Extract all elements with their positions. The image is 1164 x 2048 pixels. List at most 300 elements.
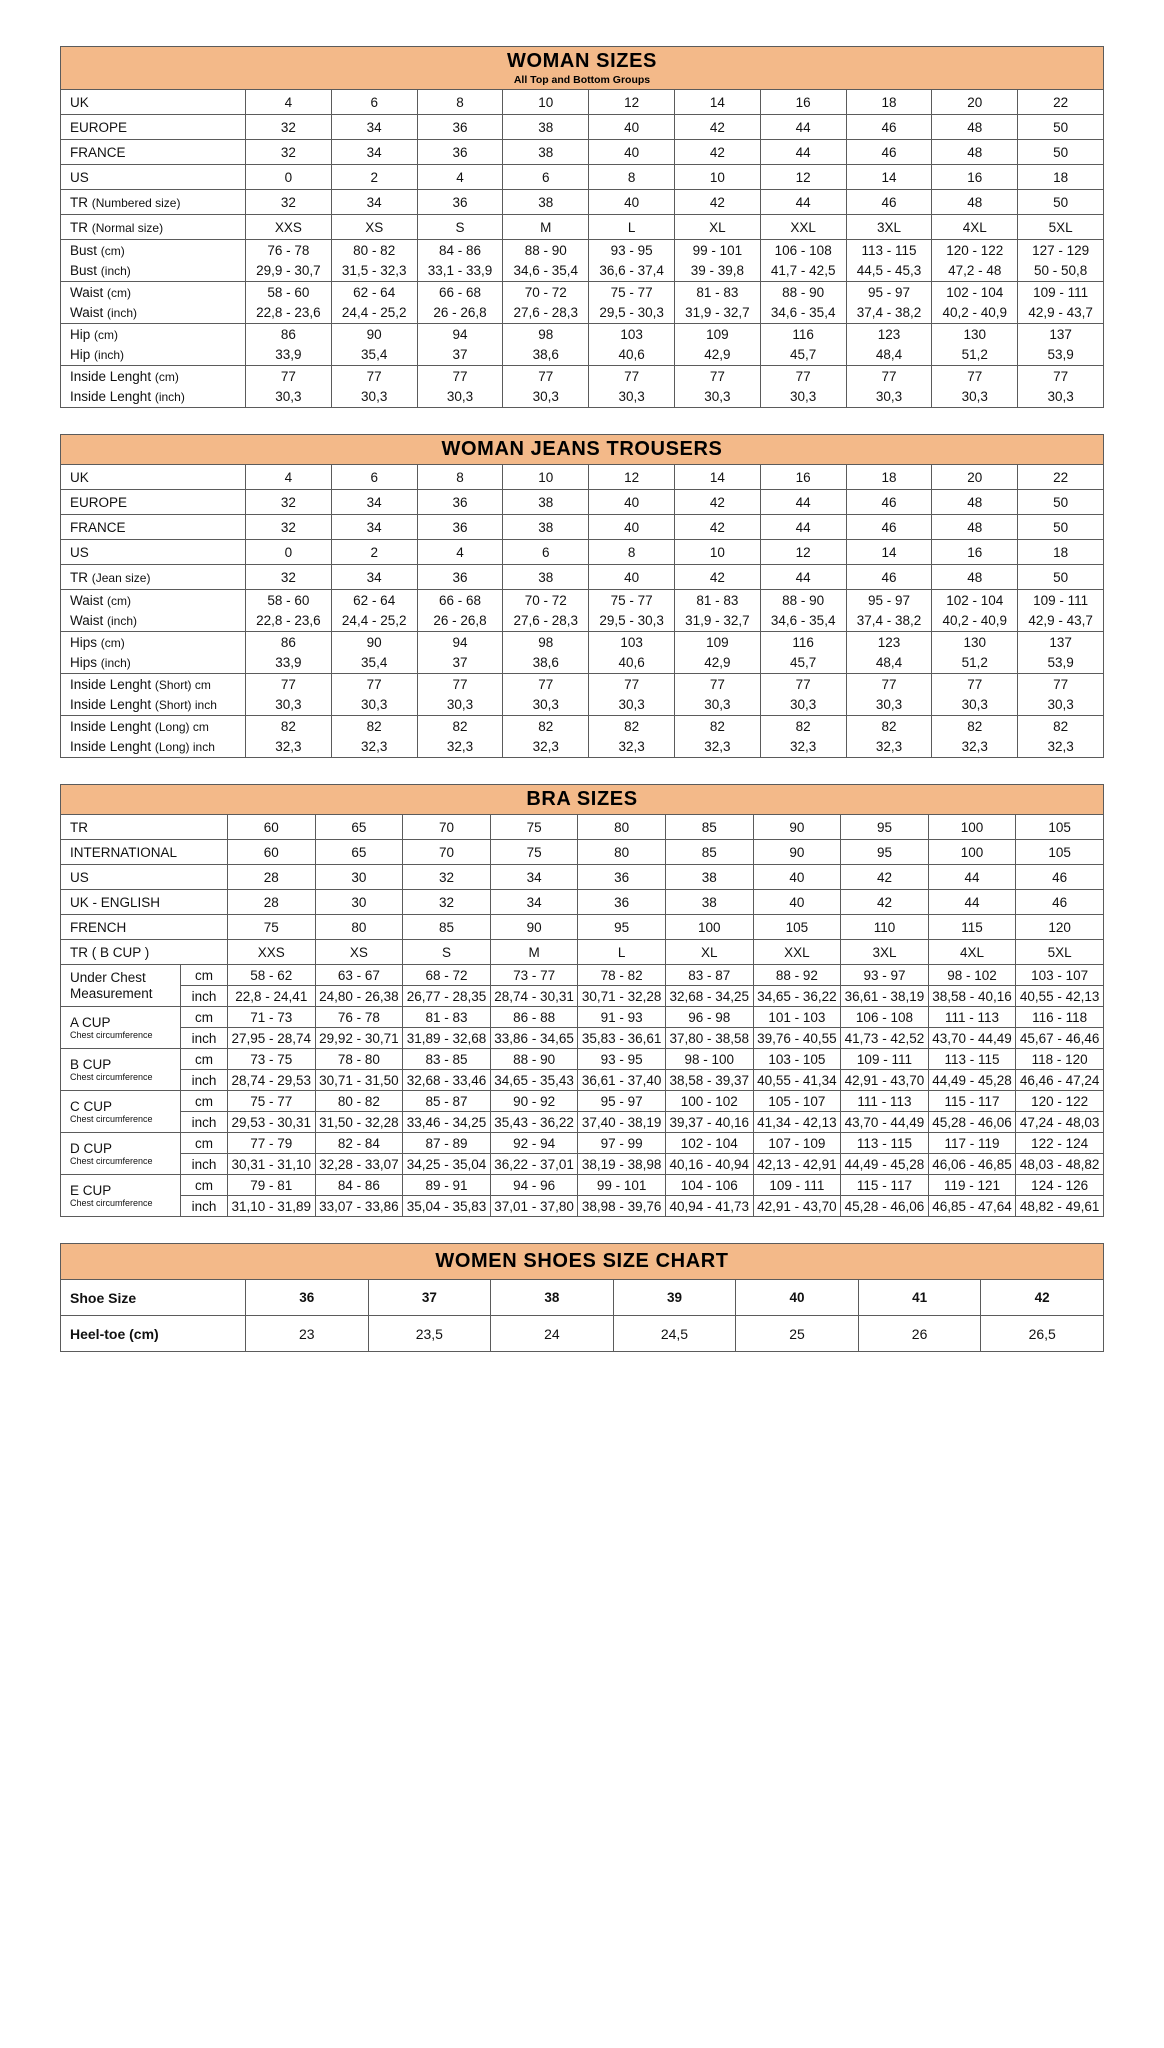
cell: 90 bbox=[753, 815, 841, 840]
cell: 98 - 100 bbox=[665, 1049, 753, 1070]
row-label: Inside Lenght (Long) inch bbox=[61, 737, 246, 758]
cell: 75 bbox=[228, 915, 316, 940]
cell: 38,98 - 39,76 bbox=[578, 1196, 666, 1217]
cell: 42 bbox=[841, 890, 929, 915]
cell: XXL bbox=[753, 940, 841, 965]
cell: 30,3 bbox=[331, 387, 417, 408]
cell: 103 bbox=[589, 324, 675, 345]
cell: 104 - 106 bbox=[665, 1175, 753, 1196]
cell: 28 bbox=[228, 890, 316, 915]
cell: 42 bbox=[981, 1280, 1104, 1316]
cell: 48 bbox=[932, 140, 1018, 165]
table-row bbox=[61, 165, 1104, 190]
cell: 37,01 - 37,80 bbox=[490, 1196, 578, 1217]
cell: 44 bbox=[760, 140, 846, 165]
cell: 77 bbox=[846, 366, 932, 387]
cell: 75 bbox=[490, 815, 578, 840]
cell: 68 - 72 bbox=[403, 965, 491, 986]
table-row bbox=[61, 674, 1104, 695]
cell: 12 bbox=[760, 165, 846, 190]
bra-sizes-title: BRA SIZES bbox=[526, 788, 638, 810]
cell: 42,91 - 43,70 bbox=[841, 1070, 929, 1091]
cell: 137 bbox=[1018, 632, 1104, 653]
cell: 77 bbox=[674, 674, 760, 695]
row-label: FRENCH bbox=[61, 915, 228, 940]
cell: 30,3 bbox=[589, 387, 675, 408]
woman-sizes-title-row bbox=[61, 47, 1104, 90]
table-row bbox=[61, 465, 1104, 490]
cell: 30,71 - 32,28 bbox=[578, 986, 666, 1007]
cell: 63 - 67 bbox=[315, 965, 403, 986]
table-row bbox=[61, 366, 1104, 387]
cell: S bbox=[403, 940, 491, 965]
cell: 137 bbox=[1018, 324, 1104, 345]
cell: 48 bbox=[932, 565, 1018, 590]
row-label: EUROPE bbox=[61, 490, 246, 515]
cell: 98 bbox=[503, 324, 589, 345]
cell: 30,31 - 31,10 bbox=[228, 1154, 316, 1175]
cell: 46 bbox=[846, 115, 932, 140]
cell: 37 bbox=[417, 345, 503, 366]
cell: 44 bbox=[760, 190, 846, 215]
cell: 41,7 - 42,5 bbox=[760, 261, 846, 282]
cell: 38 bbox=[503, 190, 589, 215]
cell: 93 - 95 bbox=[578, 1049, 666, 1070]
table-row bbox=[61, 324, 1104, 345]
cell: 18 bbox=[1018, 165, 1104, 190]
cell: XS bbox=[315, 940, 403, 965]
cell: 77 bbox=[760, 366, 846, 387]
cell: 48,4 bbox=[846, 653, 932, 674]
row-label: Shoe Size bbox=[61, 1280, 246, 1316]
cell: 46,46 - 47,24 bbox=[1016, 1070, 1104, 1091]
cell: XL bbox=[665, 940, 753, 965]
cell: 77 bbox=[1018, 674, 1104, 695]
cell: 32 bbox=[246, 515, 332, 540]
cell: 86 bbox=[246, 632, 332, 653]
cell: 3XL bbox=[846, 215, 932, 240]
cell: 77 bbox=[503, 674, 589, 695]
cell: 45,28 - 46,06 bbox=[928, 1112, 1016, 1133]
table-row bbox=[61, 515, 1104, 540]
cell: 85 - 87 bbox=[403, 1091, 491, 1112]
cell: 97 - 99 bbox=[578, 1133, 666, 1154]
table-row bbox=[61, 490, 1104, 515]
cell: 50 - 50,8 bbox=[1018, 261, 1104, 282]
cell: 70 bbox=[403, 815, 491, 840]
cell: 42,9 - 43,7 bbox=[1018, 303, 1104, 324]
table-row bbox=[61, 90, 1104, 115]
cell: 38 bbox=[503, 140, 589, 165]
cell: 75 bbox=[490, 840, 578, 865]
unit-cell: cm bbox=[181, 1091, 228, 1112]
bra-sizes-title-cell bbox=[61, 785, 1104, 815]
cell: 50 bbox=[1018, 565, 1104, 590]
cell: 94 bbox=[417, 632, 503, 653]
cell: 38,58 - 39,37 bbox=[665, 1070, 753, 1091]
cell: L bbox=[589, 215, 675, 240]
cell: 37,40 - 38,19 bbox=[578, 1112, 666, 1133]
table-row bbox=[61, 565, 1104, 590]
cell: 50 bbox=[1018, 490, 1104, 515]
cell: 26 - 26,8 bbox=[417, 611, 503, 632]
cell: 47,2 - 48 bbox=[932, 261, 1018, 282]
cell: 36 bbox=[417, 515, 503, 540]
cell: 77 bbox=[331, 366, 417, 387]
table-row bbox=[61, 1112, 1104, 1133]
cell: 70 bbox=[403, 840, 491, 865]
cell: 90 bbox=[753, 840, 841, 865]
cell: 120 bbox=[1016, 915, 1104, 940]
cell: 82 bbox=[932, 716, 1018, 737]
cell: 44 bbox=[928, 890, 1016, 915]
cell: 38,6 bbox=[503, 345, 589, 366]
cell: 113 - 115 bbox=[928, 1049, 1016, 1070]
cell: 43,70 - 44,49 bbox=[928, 1028, 1016, 1049]
table-row bbox=[61, 1007, 1104, 1028]
cell: 40 bbox=[589, 565, 675, 590]
cell: 113 - 115 bbox=[846, 240, 932, 261]
cell: 38 bbox=[503, 115, 589, 140]
cell: 6 bbox=[503, 165, 589, 190]
row-label: Inside Lenght (Short) inch bbox=[61, 695, 246, 716]
cell: 65 bbox=[315, 815, 403, 840]
cell: 32,68 - 34,25 bbox=[665, 986, 753, 1007]
unit-cell: cm bbox=[181, 965, 228, 986]
cell: 16 bbox=[932, 540, 1018, 565]
cell: 32,28 - 33,07 bbox=[315, 1154, 403, 1175]
cell: 82 bbox=[846, 716, 932, 737]
cell: 34,6 - 35,4 bbox=[760, 611, 846, 632]
cell: 86 - 88 bbox=[490, 1007, 578, 1028]
cell: 43,70 - 44,49 bbox=[841, 1112, 929, 1133]
cell: 41 bbox=[858, 1280, 981, 1316]
cell: 50 bbox=[1018, 140, 1104, 165]
cell: 42 bbox=[674, 565, 760, 590]
woman-jeans-title-row bbox=[61, 435, 1104, 465]
cell: 18 bbox=[1018, 540, 1104, 565]
cell: 28 bbox=[228, 865, 316, 890]
woman-jeans-title-cell bbox=[61, 435, 1104, 465]
cell: 80 bbox=[315, 915, 403, 940]
cell: 40,55 - 41,34 bbox=[753, 1070, 841, 1091]
table-row bbox=[61, 303, 1104, 324]
woman-jeans-title: WOMAN JEANS TROUSERS bbox=[441, 438, 723, 460]
cell: 109 - 111 bbox=[841, 1049, 929, 1070]
cell: 18 bbox=[846, 465, 932, 490]
cell: 115 - 117 bbox=[841, 1175, 929, 1196]
cell: 109 bbox=[674, 632, 760, 653]
table-row bbox=[61, 716, 1104, 737]
cell: 14 bbox=[846, 165, 932, 190]
cell: 24,5 bbox=[613, 1316, 736, 1352]
cell: 118 - 120 bbox=[1016, 1049, 1104, 1070]
row-label: Heel-toe (cm) bbox=[61, 1316, 246, 1352]
cell: 33,9 bbox=[246, 653, 332, 674]
cell: 40 bbox=[589, 515, 675, 540]
cell: 40,2 - 40,9 bbox=[932, 303, 1018, 324]
table-row bbox=[61, 345, 1104, 366]
unit-cell: cm bbox=[181, 1049, 228, 1070]
cell: 35,4 bbox=[331, 345, 417, 366]
cell: 27,6 - 28,3 bbox=[503, 611, 589, 632]
cell: 84 - 86 bbox=[315, 1175, 403, 1196]
cell: M bbox=[490, 940, 578, 965]
cell: 46 bbox=[846, 190, 932, 215]
cell: 46 bbox=[846, 140, 932, 165]
cell: 30 bbox=[315, 890, 403, 915]
cell: 111 - 113 bbox=[928, 1007, 1016, 1028]
cell: 82 - 84 bbox=[315, 1133, 403, 1154]
cell: 123 bbox=[846, 632, 932, 653]
cell: 113 - 115 bbox=[841, 1133, 929, 1154]
cell: 31,89 - 32,68 bbox=[403, 1028, 491, 1049]
cell: 12 bbox=[589, 465, 675, 490]
table-row bbox=[61, 387, 1104, 408]
cell: 77 bbox=[246, 366, 332, 387]
cell: 103 - 105 bbox=[753, 1049, 841, 1070]
cell: 23,5 bbox=[368, 1316, 491, 1352]
cell: 32,3 bbox=[760, 737, 846, 758]
cell: 8 bbox=[589, 540, 675, 565]
cell: 53,9 bbox=[1018, 345, 1104, 366]
cell: 36,22 - 37,01 bbox=[490, 1154, 578, 1175]
cell: 77 bbox=[417, 366, 503, 387]
cell: 35,43 - 36,22 bbox=[490, 1112, 578, 1133]
cell: 27,95 - 28,74 bbox=[228, 1028, 316, 1049]
cell: 23 bbox=[246, 1316, 369, 1352]
cell: 29,53 - 30,31 bbox=[228, 1112, 316, 1133]
cell: 46 bbox=[846, 490, 932, 515]
cell: 30,3 bbox=[932, 387, 1018, 408]
cell: 123 bbox=[846, 324, 932, 345]
row-label: TR (Jean size) bbox=[61, 565, 246, 590]
cell: 119 - 121 bbox=[928, 1175, 1016, 1196]
row-label: Waist (inch) bbox=[61, 611, 246, 632]
cell: 33,86 - 34,65 bbox=[490, 1028, 578, 1049]
cell: 36 bbox=[578, 890, 666, 915]
cell: 10 bbox=[503, 465, 589, 490]
cell: 95 bbox=[841, 815, 929, 840]
cell: 45,67 - 46,46 bbox=[1016, 1028, 1104, 1049]
cell: 37 bbox=[417, 653, 503, 674]
cell: 40,6 bbox=[589, 345, 675, 366]
cell: 116 bbox=[760, 632, 846, 653]
cell: 110 bbox=[841, 915, 929, 940]
cell: 77 bbox=[932, 366, 1018, 387]
cell: 100 bbox=[665, 915, 753, 940]
row-label: D CUP Chest circumference bbox=[61, 1133, 181, 1175]
cell: 34 bbox=[331, 490, 417, 515]
cell: 66 - 68 bbox=[417, 282, 503, 303]
cell: 33,9 bbox=[246, 345, 332, 366]
cell: 109 - 111 bbox=[1018, 282, 1104, 303]
cell: 38 bbox=[665, 890, 753, 915]
cell: 86 bbox=[246, 324, 332, 345]
cell: 103 - 107 bbox=[1016, 965, 1104, 986]
table-row bbox=[61, 940, 1104, 965]
table-row bbox=[61, 1280, 1104, 1316]
cell: 105 bbox=[753, 915, 841, 940]
cell: 24,80 - 26,38 bbox=[315, 986, 403, 1007]
row-label: Inside Lenght (Short) cm bbox=[61, 674, 246, 695]
cell: 34,25 - 35,04 bbox=[403, 1154, 491, 1175]
cell: 107 - 109 bbox=[753, 1133, 841, 1154]
cell: 32 bbox=[403, 865, 491, 890]
cell: 48 bbox=[932, 515, 1018, 540]
table-row bbox=[61, 965, 1104, 986]
cell: M bbox=[503, 215, 589, 240]
cell: 50 bbox=[1018, 115, 1104, 140]
cell: 48,03 - 48,82 bbox=[1016, 1154, 1104, 1175]
cell: 102 - 104 bbox=[932, 590, 1018, 611]
cell: 42 bbox=[674, 515, 760, 540]
cell: 32,3 bbox=[589, 737, 675, 758]
cell: 41,34 - 42,13 bbox=[753, 1112, 841, 1133]
cell: 46 bbox=[1016, 865, 1104, 890]
cell: 85 bbox=[403, 915, 491, 940]
cell: 10 bbox=[674, 540, 760, 565]
cell: 83 - 85 bbox=[403, 1049, 491, 1070]
table-row bbox=[61, 986, 1104, 1007]
cell: 46 bbox=[1016, 890, 1104, 915]
cell: 32,3 bbox=[1018, 737, 1104, 758]
cell: 14 bbox=[846, 540, 932, 565]
cell: 38 bbox=[503, 565, 589, 590]
cell: 58 - 60 bbox=[246, 282, 332, 303]
cell: 77 bbox=[674, 366, 760, 387]
table-row bbox=[61, 1154, 1104, 1175]
cell: 77 bbox=[1018, 366, 1104, 387]
cell: 77 bbox=[589, 674, 675, 695]
cell: 83 - 87 bbox=[665, 965, 753, 986]
cell: 30,3 bbox=[589, 695, 675, 716]
table-row bbox=[61, 1091, 1104, 1112]
cell: 73 - 77 bbox=[490, 965, 578, 986]
cell: 109 bbox=[674, 324, 760, 345]
cell: 36 bbox=[578, 865, 666, 890]
cell: 95 bbox=[841, 840, 929, 865]
row-label: INTERNATIONAL bbox=[61, 840, 228, 865]
table-row bbox=[61, 190, 1104, 215]
bra-sizes-title-row bbox=[61, 785, 1104, 815]
cell: 95 - 97 bbox=[578, 1091, 666, 1112]
cell: 81 - 83 bbox=[403, 1007, 491, 1028]
cell: 32 bbox=[246, 115, 332, 140]
cell: 117 - 119 bbox=[928, 1133, 1016, 1154]
table-row bbox=[61, 1196, 1104, 1217]
table-row bbox=[61, 632, 1104, 653]
cell: 36 bbox=[417, 115, 503, 140]
cell: 80 - 82 bbox=[315, 1091, 403, 1112]
cell: 82 bbox=[760, 716, 846, 737]
row-label: Hip (inch) bbox=[61, 345, 246, 366]
row-label: Waist (cm) bbox=[61, 282, 246, 303]
cell: 65 bbox=[315, 840, 403, 865]
cell: 25 bbox=[736, 1316, 859, 1352]
cell: 93 - 97 bbox=[841, 965, 929, 986]
cell: 91 - 93 bbox=[578, 1007, 666, 1028]
cell: 100 bbox=[928, 815, 1016, 840]
cell: 36,6 - 37,4 bbox=[589, 261, 675, 282]
cell: 30,3 bbox=[503, 387, 589, 408]
cell: 40 bbox=[589, 115, 675, 140]
row-label: Waist (cm) bbox=[61, 590, 246, 611]
unit-cell: cm bbox=[181, 1133, 228, 1154]
cell: 44 bbox=[760, 515, 846, 540]
row-label: Inside Lenght (Long) cm bbox=[61, 716, 246, 737]
cell: 35,83 - 36,61 bbox=[578, 1028, 666, 1049]
cell: 34 bbox=[331, 140, 417, 165]
cell: 8 bbox=[417, 90, 503, 115]
cell: 109 - 111 bbox=[1018, 590, 1104, 611]
table-row bbox=[61, 840, 1104, 865]
cell: 120 - 122 bbox=[1016, 1091, 1104, 1112]
cell: 48 bbox=[932, 490, 1018, 515]
cell: 48,82 - 49,61 bbox=[1016, 1196, 1104, 1217]
cell: 101 - 103 bbox=[753, 1007, 841, 1028]
cell: 36,61 - 37,40 bbox=[578, 1070, 666, 1091]
unit-cell: inch bbox=[181, 1070, 228, 1091]
cell: 2 bbox=[331, 540, 417, 565]
cell: 26,5 bbox=[981, 1316, 1104, 1352]
cell: 20 bbox=[932, 465, 1018, 490]
table-row bbox=[61, 737, 1104, 758]
cell: 34 bbox=[331, 565, 417, 590]
cell: 77 bbox=[760, 674, 846, 695]
cell: 48 bbox=[932, 115, 1018, 140]
cell: 94 - 96 bbox=[490, 1175, 578, 1196]
cell: 42 bbox=[674, 190, 760, 215]
cell: 40,16 - 40,94 bbox=[665, 1154, 753, 1175]
shoes-title-row bbox=[61, 1244, 1104, 1280]
cell: 71 - 73 bbox=[228, 1007, 316, 1028]
cell: 73 - 75 bbox=[228, 1049, 316, 1070]
cell: 105 bbox=[1016, 840, 1104, 865]
cell: 16 bbox=[760, 90, 846, 115]
cell: 90 - 92 bbox=[490, 1091, 578, 1112]
cell: 38,6 bbox=[503, 653, 589, 674]
cell: 92 - 94 bbox=[490, 1133, 578, 1154]
bra-sizes-table bbox=[60, 784, 1104, 1217]
row-label: TR bbox=[61, 815, 228, 840]
cell: 116 - 118 bbox=[1016, 1007, 1104, 1028]
cell: 44 bbox=[760, 115, 846, 140]
cell: 78 - 82 bbox=[578, 965, 666, 986]
cell: 77 bbox=[846, 674, 932, 695]
table-row bbox=[61, 1049, 1104, 1070]
cell: 106 - 108 bbox=[841, 1007, 929, 1028]
cell: 124 - 126 bbox=[1016, 1175, 1104, 1196]
cell: 82 bbox=[589, 716, 675, 737]
cell: 42,13 - 42,91 bbox=[753, 1154, 841, 1175]
row-label: Bust (cm) bbox=[61, 240, 246, 261]
cell: 81 - 83 bbox=[674, 282, 760, 303]
table-row bbox=[61, 261, 1104, 282]
cell: 120 - 122 bbox=[932, 240, 1018, 261]
cell: 10 bbox=[503, 90, 589, 115]
cell: 98 bbox=[503, 632, 589, 653]
cell: 77 bbox=[503, 366, 589, 387]
row-label: TR ( B CUP ) bbox=[61, 940, 228, 965]
cell: 29,5 - 30,3 bbox=[589, 611, 675, 632]
cell: 111 - 113 bbox=[841, 1091, 929, 1112]
table-row bbox=[61, 1175, 1104, 1196]
cell: 30,3 bbox=[1018, 387, 1104, 408]
row-label: Hips (inch) bbox=[61, 653, 246, 674]
cell: 82 bbox=[674, 716, 760, 737]
cell: 77 bbox=[589, 366, 675, 387]
